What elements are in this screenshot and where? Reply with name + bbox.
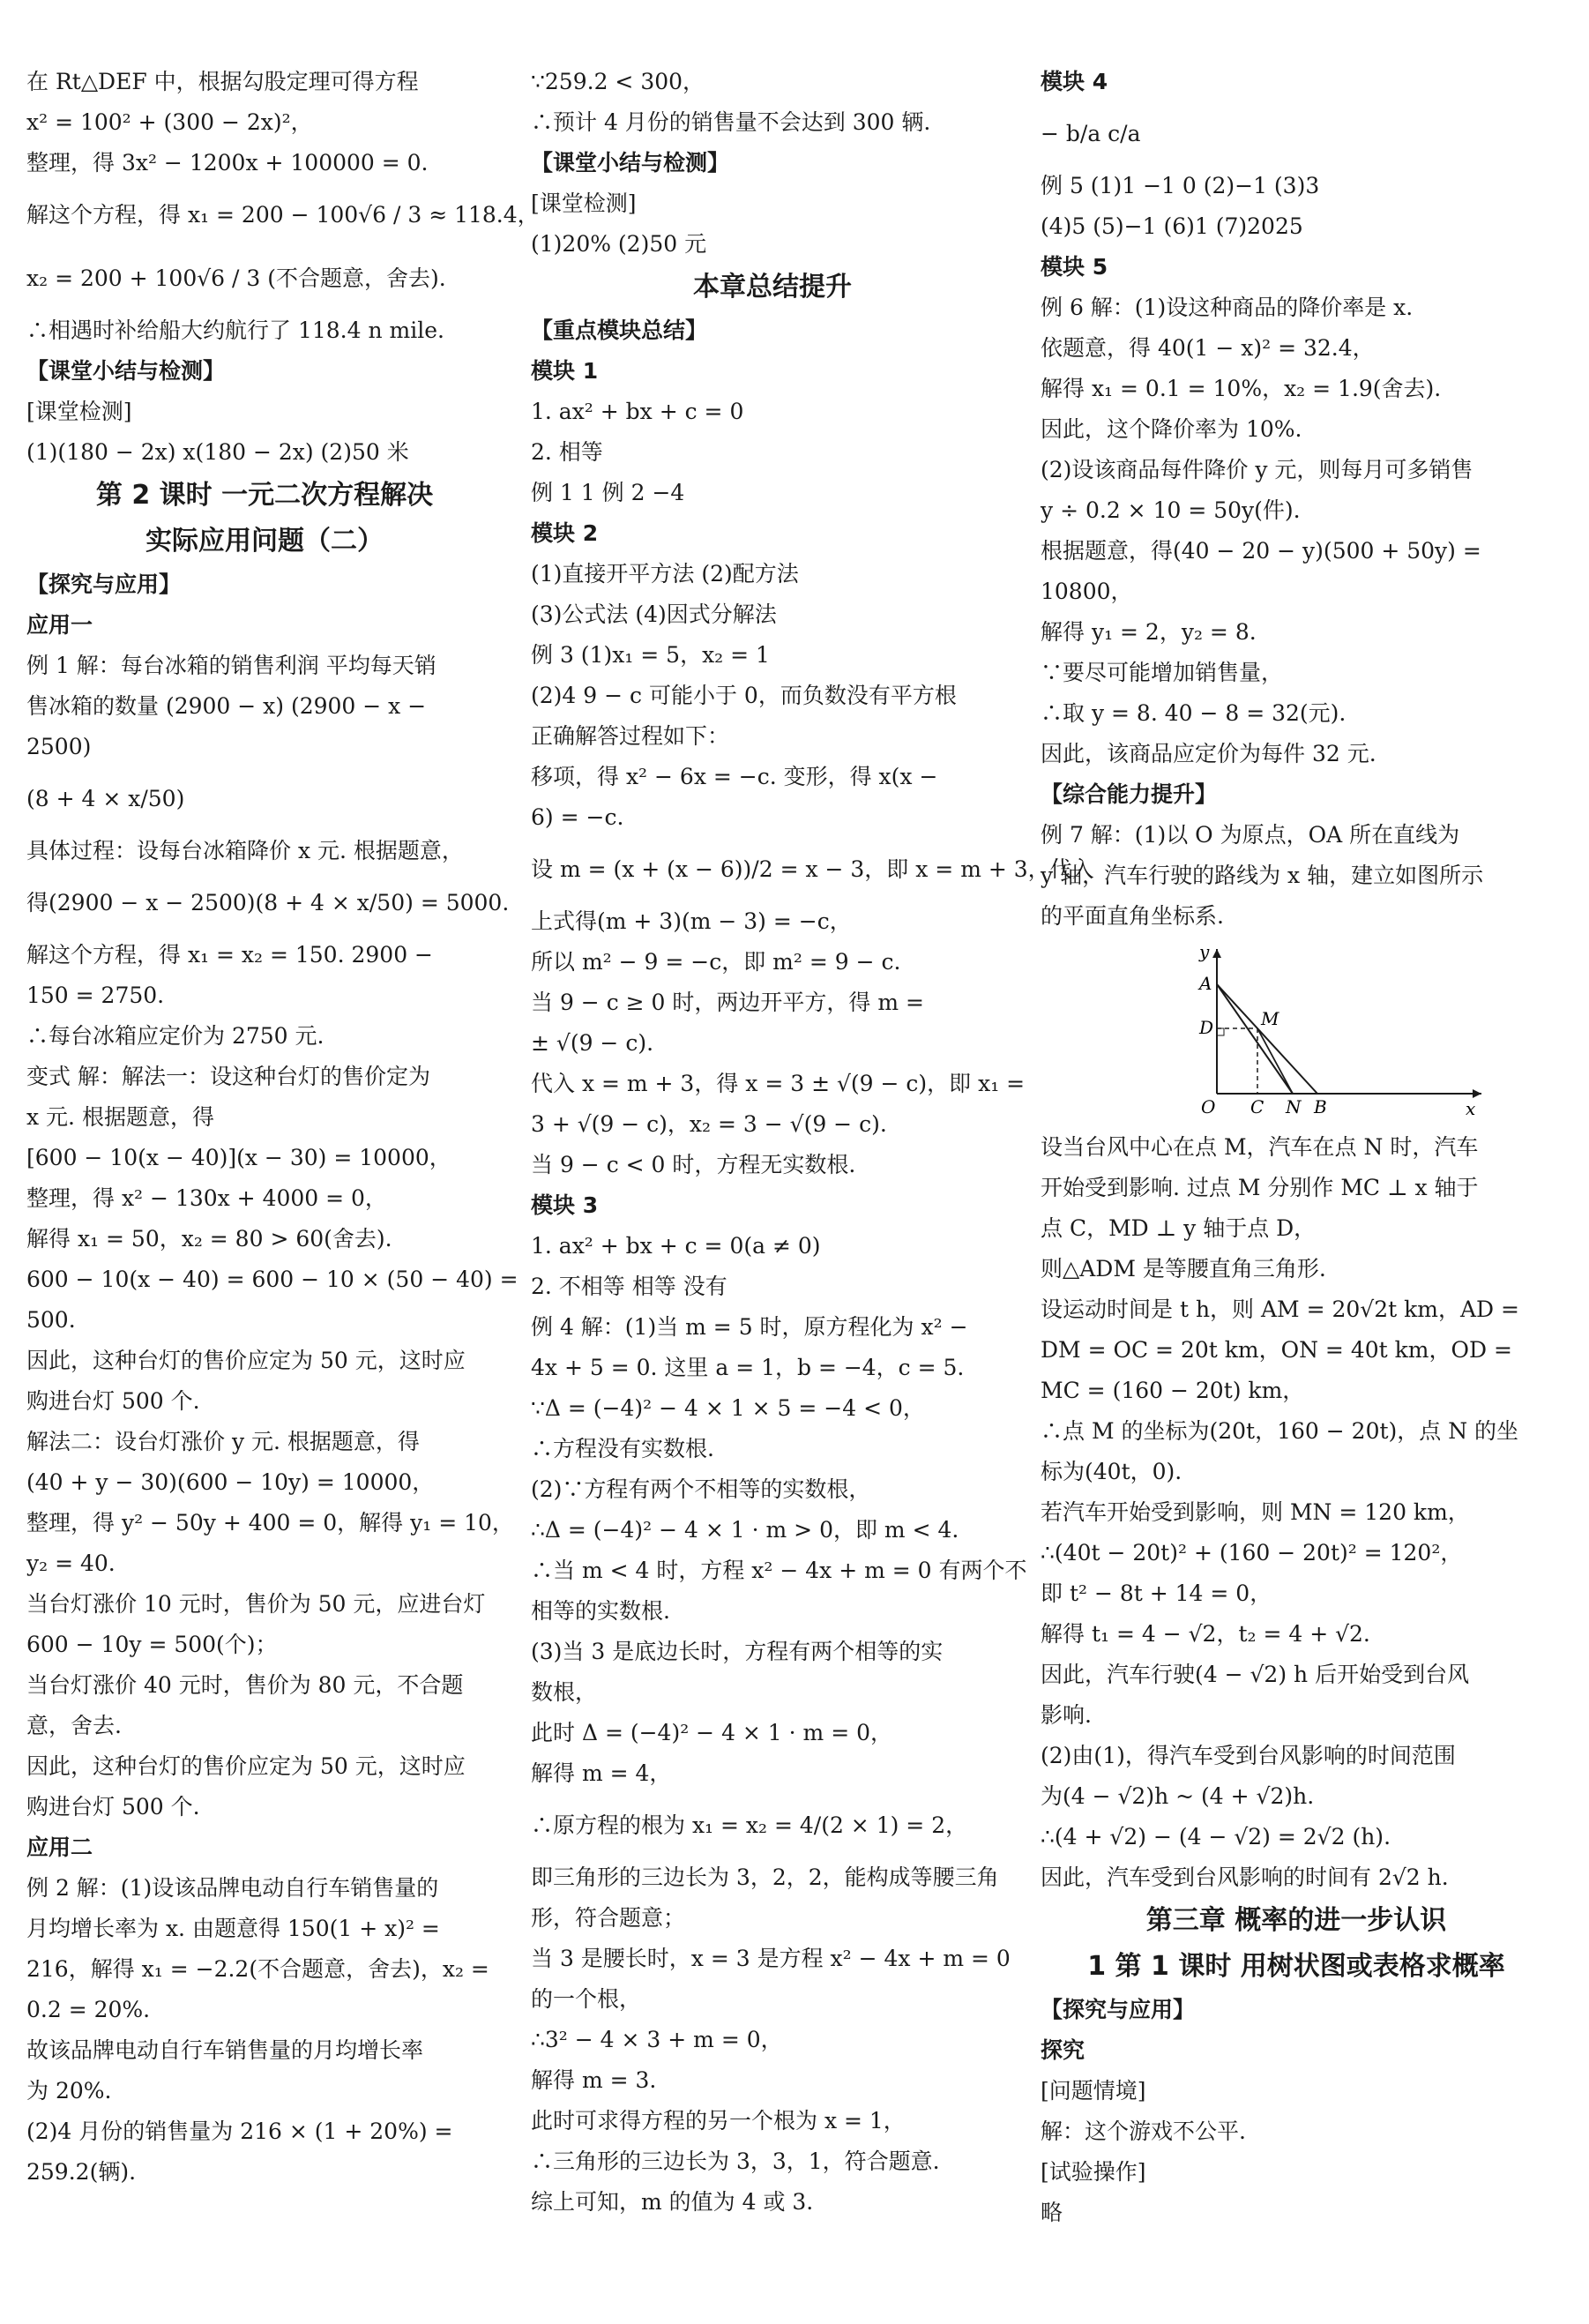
text-line: ∴相遇时补给船大约航行了 118.4 n mile. bbox=[26, 318, 444, 343]
text-line: 月均增长率为 x. 由题意得 150(1 + x)² = bbox=[26, 1916, 440, 1941]
coordinate-figure bbox=[1190, 942, 1490, 1118]
text-line: y₂ = 40. bbox=[26, 1551, 116, 1576]
text-line: ∵259.2 < 300， bbox=[531, 69, 705, 94]
text-line: (2)4 9 − c 可能小于 0，而负数没有平方根 bbox=[531, 683, 957, 708]
column-right bbox=[1041, 62, 1552, 2233]
text-line: 例 3 (1)x₁ = 5，x₂ = 1 bbox=[531, 642, 770, 668]
text-line: 设 m = (x + (x − 6))/2 = x − 3，即 x = m + 3，代入 bbox=[531, 856, 1094, 882]
section-heading: 【课堂小结与检测】 bbox=[531, 150, 730, 176]
text-line: 例 5 (1)1 −1 0 (2)−1 (3)3 bbox=[1041, 173, 1320, 198]
text-line: 因此，这个降价率为 10%. bbox=[1041, 416, 1302, 442]
text-line: 10800， bbox=[1041, 579, 1133, 604]
text-line: 因此，这种台灯的售价应定为 50 元，这时应 bbox=[26, 1753, 466, 1779]
text-line: 此时可求得方程的另一个根为 x = 1， bbox=[531, 2108, 906, 2133]
subsection-heading: 探究 bbox=[1041, 2037, 1085, 2063]
text-line: 例 1 1 例 2 −4 bbox=[531, 480, 685, 505]
text-line: (1)(180 − 2x) x(180 − 2x) (2)50 米 bbox=[26, 439, 409, 465]
text-line: 因此，汽车受到台风影响的时间有 2√2 h. bbox=[1041, 1864, 1449, 1890]
text-line: DM = OC = 20t km，ON = 40t km，OD = bbox=[1041, 1337, 1512, 1363]
text-line: 1. ax² + bx + c = 0 bbox=[531, 399, 744, 424]
module-heading: 模块 1 bbox=[531, 358, 599, 384]
text-line: 综上可知，m 的值为 4 或 3. bbox=[531, 2189, 814, 2215]
text-line: 点 C，MD ⊥ y 轴于点 D， bbox=[1041, 1215, 1317, 1241]
chapter-title: 第三章 概率的进一步认识 bbox=[1145, 1905, 1447, 1936]
text-line: (2)设该商品每件降价 y 元，则每月可多销售 bbox=[1041, 457, 1473, 482]
text-line: ∴点 M 的坐标为(20t，160 − 20t)，点 N 的坐 bbox=[1041, 1418, 1519, 1444]
text-line: ∴每台冰箱应定价为 2750 元. bbox=[26, 1023, 325, 1049]
text-line: 600 − 10(x − 40) = 600 − 10 × (50 − 40) = bbox=[26, 1267, 518, 1292]
text-line: 因此，这种台灯的售价应定为 50 元，这时应 bbox=[26, 1348, 466, 1373]
text-line: x² = 100² + (300 − 2x)²， bbox=[26, 109, 313, 135]
text-line: ∵Δ = (−4)² − 4 × 1 × 5 = −4 < 0， bbox=[531, 1395, 925, 1421]
text-line: 影响. bbox=[1041, 1702, 1092, 1728]
text-line: 150 = 2750. bbox=[26, 983, 165, 1008]
text-line: 整理，得 3x² − 1200x + 100000 = 0. bbox=[26, 150, 429, 176]
text-line: 开始受到影响. 过点 M 分别作 MC ⊥ x 轴于 bbox=[1041, 1175, 1479, 1200]
text-line: 上式得(m + 3)(m − 3) = −c， bbox=[531, 908, 852, 934]
text-line: 2. 相等 bbox=[531, 439, 603, 465]
module-heading: 模块 4 bbox=[1041, 69, 1108, 94]
text-line: 正确解答过程如下： bbox=[531, 723, 730, 749]
text-line: 259.2(辆). bbox=[26, 2159, 137, 2185]
text-line: 标为(40t，0). bbox=[1041, 1459, 1182, 1484]
section-heading: 【综合能力提升】 bbox=[1041, 781, 1218, 807]
text-line: 整理，得 y² − 50y + 400 = 0，解得 y₁ = 10， bbox=[26, 1510, 514, 1536]
text-line: (3)当 3 是底边长时，方程有两个相等的实 bbox=[531, 1639, 944, 1664]
label-O: O bbox=[1201, 1096, 1216, 1117]
text-line: 购进台灯 500 个. bbox=[26, 1388, 200, 1414]
module-heading: 模块 5 bbox=[1041, 254, 1108, 280]
y-axis-arrow-icon bbox=[1212, 949, 1221, 958]
text-line: 解法二：设台灯涨价 y 元. 根据题意，得 bbox=[26, 1429, 420, 1454]
text-line: 解得 t₁ = 4 − √2，t₂ = 4 + √2. bbox=[1041, 1621, 1370, 1647]
text-line: 0.2 = 20%. bbox=[26, 1997, 151, 2022]
text-line: 售冰箱的数量 (2900 − x) (2900 − x − bbox=[26, 693, 427, 719]
text-line: 意，舍去. bbox=[26, 1713, 122, 1738]
text-line: 2. 不相等 相等 没有 bbox=[531, 1274, 727, 1299]
text-line: 解得 y₁ = 2，y₂ = 8. bbox=[1041, 619, 1257, 645]
label-M: M bbox=[1261, 1008, 1279, 1029]
subsection-heading: [试验操作] bbox=[1041, 2159, 1146, 2185]
text-line: ∴原方程的根为 x₁ = x₂ = 4/(2 × 1) = 2， bbox=[531, 1812, 968, 1838]
text-line: 则△ADM 是等腰直角三角形. bbox=[1041, 1256, 1326, 1282]
label-y: y bbox=[1199, 942, 1210, 962]
text-line: 例 4 解：(1)当 m = 5 时，原方程化为 x² − bbox=[531, 1314, 968, 1340]
x-axis-arrow-icon bbox=[1473, 1089, 1481, 1098]
text-line: ∵要尽可能增加销售量， bbox=[1041, 660, 1284, 685]
text-line: 数根， bbox=[531, 1679, 598, 1705]
text-line: 形，符合题意； bbox=[531, 1905, 686, 1931]
text-line: x 元. 根据题意，得 bbox=[26, 1104, 214, 1130]
chapter-summary-title: 本章总结提升 bbox=[693, 272, 852, 303]
text-line: ∴3² − 4 × 3 + m = 0， bbox=[531, 2027, 783, 2052]
text-line: ∴预计 4 月份的销售量不会达到 300 辆. bbox=[531, 109, 931, 135]
text-line: 例 2 解：(1)设该品牌电动自行车销售量的 bbox=[26, 1875, 439, 1901]
segment-AB bbox=[1217, 984, 1317, 1094]
text-line: x₂ = 200 + 100√6 / 3 (不合题意，舍去). bbox=[26, 265, 446, 291]
text-line: 略 bbox=[1041, 2200, 1063, 2225]
text-line: 即三角形的三边长为 3，2，2，能构成等腰三角 bbox=[531, 1864, 999, 1890]
text-line: ∴(4 + √2) − (4 − √2) = 2√2 (h). bbox=[1041, 1824, 1391, 1849]
text-line: 216，解得 x₁ = −2.2(不合题意，舍去)，x₂ = bbox=[26, 1956, 489, 1982]
text-line: 设运动时间是 t h，则 AM = 20√2t km，AD = bbox=[1041, 1297, 1519, 1322]
text-line: 因此，汽车行驶(4 − √2) h 后开始受到台风 bbox=[1041, 1662, 1470, 1687]
text-line: 解这个方程，得 x₁ = 200 − 100√6 / 3 ≈ 118.4， bbox=[26, 202, 540, 228]
subsection-heading: [问题情境] bbox=[1041, 2078, 1146, 2104]
text-line: ∴当 m < 4 时，方程 x² − 4x + m = 0 有两个不 bbox=[531, 1558, 1027, 1583]
text-line: 解这个方程，得 x₁ = x₂ = 150. 2900 − bbox=[26, 942, 433, 968]
text-line: 相等的实数根. bbox=[531, 1598, 670, 1624]
text-line: (1)20% (2)50 元 bbox=[531, 231, 707, 257]
text-line: 1. ax² + bx + c = 0(a ≠ 0) bbox=[531, 1233, 821, 1259]
lesson-title: 1 第 1 课时 用树状图或表格求概率 bbox=[1087, 1951, 1505, 1982]
text-line: 根据题意，得(40 − 20 − y)(500 + 50y) = bbox=[1041, 538, 1481, 564]
text-line: 即 t² − 8t + 14 = 0， bbox=[1041, 1580, 1272, 1606]
text-line: (2)4 月份的销售量为 216 × (1 + 20%) = bbox=[26, 2119, 453, 2144]
text-line: 在 Rt△DEF 中，根据勾股定理可得方程 bbox=[26, 69, 419, 94]
label-x: x bbox=[1466, 1098, 1476, 1118]
text-line: 具体过程：设每台冰箱降价 x 元. 根据题意， bbox=[26, 838, 464, 863]
text-line: ∴Δ = (−4)² − 4 × 1 · m > 0，即 m < 4. bbox=[531, 1517, 959, 1543]
text-line: 4x + 5 = 0. 这里 a = 1，b = −4，c = 5. bbox=[531, 1355, 965, 1380]
text-line: 移项，得 x² − 6x = −c. 变形，得 x(x − bbox=[531, 764, 938, 789]
text-line: (4)5 (5)−1 (6)1 (7)2025 bbox=[1041, 213, 1303, 239]
text-line: 依题意，得 40(1 − x)² = 32.4， bbox=[1041, 335, 1375, 361]
label-N: N bbox=[1286, 1096, 1302, 1117]
text-line: 当台灯涨价 40 元时，售价为 80 元，不合题 bbox=[26, 1672, 464, 1698]
text-line: (2)由(1)，得汽车受到台风影响的时间范围 bbox=[1041, 1743, 1456, 1768]
section-heading: 【重点模块总结】 bbox=[531, 318, 708, 343]
text-line: 设当台风中心在点 M，汽车在点 N 时，汽车 bbox=[1041, 1134, 1479, 1160]
section-heading: 【探究与应用】 bbox=[1041, 1997, 1196, 2022]
text-line: 所以 m² − 9 = −c，即 m² = 9 − c. bbox=[531, 949, 901, 975]
text-line: 例 7 解：(1)以 O 为原点，OA 所在直线为 bbox=[1041, 822, 1460, 848]
text-line: [600 − 10(x − 40)](x − 30) = 10000， bbox=[26, 1145, 451, 1170]
text-line: MC = (160 − 20t) km， bbox=[1041, 1378, 1305, 1403]
text-line: 600 − 10y = 500(个)； bbox=[26, 1632, 278, 1657]
text-line: 例 1 解：每台冰箱的销售利润 平均每天销 bbox=[26, 653, 436, 678]
text-line: 6) = −c. bbox=[531, 804, 624, 830]
right-angle-mark bbox=[1217, 1028, 1224, 1035]
section-heading: 【课堂小结与检测】 bbox=[26, 358, 226, 384]
label-D: D bbox=[1199, 1017, 1214, 1038]
text-line: ∴(40t − 20t)² + (160 − 20t)² = 120²， bbox=[1041, 1540, 1463, 1566]
module-heading: 模块 3 bbox=[531, 1192, 599, 1218]
label-A: A bbox=[1199, 973, 1212, 994]
text-line: 为 20%. bbox=[26, 2078, 112, 2104]
text-line: 解得 m = 4， bbox=[531, 1760, 672, 1786]
text-line: 解得 m = 3. bbox=[531, 2067, 657, 2093]
label-C: C bbox=[1250, 1096, 1264, 1117]
column-left bbox=[26, 62, 540, 2193]
text-line: 因此，该商品应定价为每件 32 元. bbox=[1041, 741, 1376, 766]
lesson-title: 实际应用问题（二） bbox=[145, 526, 384, 557]
segment-AN bbox=[1217, 984, 1293, 1094]
text-line: 解得 x₁ = 0.1 = 10%，x₂ = 1.9(舍去). bbox=[1041, 376, 1442, 401]
text-line: 故该品牌电动自行车销售量的月均增长率 bbox=[26, 2037, 424, 2063]
text-line: 购进台灯 500 个. bbox=[26, 1794, 200, 1820]
subsection-heading: [课堂检测] bbox=[531, 191, 637, 216]
text-line: 解得 x₁ = 50，x₂ = 80 > 60(舍去). bbox=[26, 1226, 392, 1252]
coordinate-diagram bbox=[1190, 942, 1490, 1118]
text-line: 解：这个游戏不公平. bbox=[1041, 2119, 1246, 2144]
text-line: (1)直接开平方法 (2)配方法 bbox=[531, 561, 799, 587]
text-line: 3 + √(9 − c)，x₂ = 3 − √(9 − c). bbox=[531, 1111, 887, 1137]
text-line: ∴取 y = 8. 40 − 8 = 32(元). bbox=[1041, 700, 1347, 726]
text-line: (8 + 4 × x/50) bbox=[26, 786, 185, 811]
section-heading: 【探究与应用】 bbox=[26, 572, 182, 597]
text-line: y 轴，汽车行驶的路线为 x 轴，建立如图所示 bbox=[1041, 863, 1484, 888]
text-line: 的一个根， bbox=[531, 1986, 642, 2012]
subsection-heading: [课堂检测] bbox=[26, 399, 132, 424]
text-line: ± √(9 − c). bbox=[531, 1030, 654, 1056]
text-line: 若汽车开始受到影响，则 MN = 120 km， bbox=[1041, 1499, 1470, 1525]
subsection-heading: 应用一 bbox=[26, 612, 93, 638]
text-line: 当 9 − c < 0 时，方程无实数根. bbox=[531, 1152, 856, 1177]
subsection-heading: 应用二 bbox=[26, 1835, 93, 1860]
text-line: (40 + y − 30)(600 − 10y) = 10000， bbox=[26, 1469, 435, 1495]
label-B: B bbox=[1314, 1096, 1327, 1117]
text-line: 当 9 − c ≥ 0 时，两边开平方，得 m = bbox=[531, 990, 924, 1015]
module-heading: 模块 2 bbox=[531, 520, 599, 546]
text-line: 例 6 解：(1)设这种商品的降价率是 x. bbox=[1041, 295, 1414, 320]
text-line: 2500) bbox=[26, 734, 92, 759]
text-line: 为(4 − √2)h ~ (4 + √2)h. bbox=[1041, 1783, 1315, 1809]
text-line: 整理，得 x² − 130x + 4000 = 0， bbox=[26, 1185, 387, 1211]
text-line: (2)∵方程有两个不相等的实数根， bbox=[531, 1476, 871, 1502]
text-line: 此时 Δ = (−4)² − 4 × 1 · m = 0， bbox=[531, 1720, 893, 1745]
text-line: (3)公式法 (4)因式分解法 bbox=[531, 602, 777, 627]
text-line: 的平面直角坐标系. bbox=[1041, 903, 1224, 929]
text-line: ∴方程没有实数根. bbox=[531, 1436, 714, 1461]
text-line: 500. bbox=[26, 1307, 76, 1333]
text-line: 当台灯涨价 10 元时，售价为 50 元，应进台灯 bbox=[26, 1591, 486, 1617]
text-line: 当 3 是腰长时，x = 3 是方程 x² − 4x + m = 0 bbox=[531, 1946, 1011, 1971]
lesson-title: 第 2 课时 一元二次方程解决 bbox=[95, 480, 434, 511]
text-line: − b/a c/a bbox=[1041, 121, 1141, 146]
text-line: 变式 解：解法一：设这种台灯的售价定为 bbox=[26, 1064, 430, 1089]
text-line: 代入 x = m + 3，得 x = 3 ± √(9 − c)，即 x₁ = bbox=[531, 1071, 1026, 1096]
text-line: 得(2900 − x − 2500)(8 + 4 × x/50) = 5000. bbox=[26, 890, 510, 915]
text-line: ∴三角形的三边长为 3，3，1，符合题意. bbox=[531, 2148, 940, 2174]
text-line: y ÷ 0.2 × 10 = 50y(件). bbox=[1041, 497, 1301, 523]
